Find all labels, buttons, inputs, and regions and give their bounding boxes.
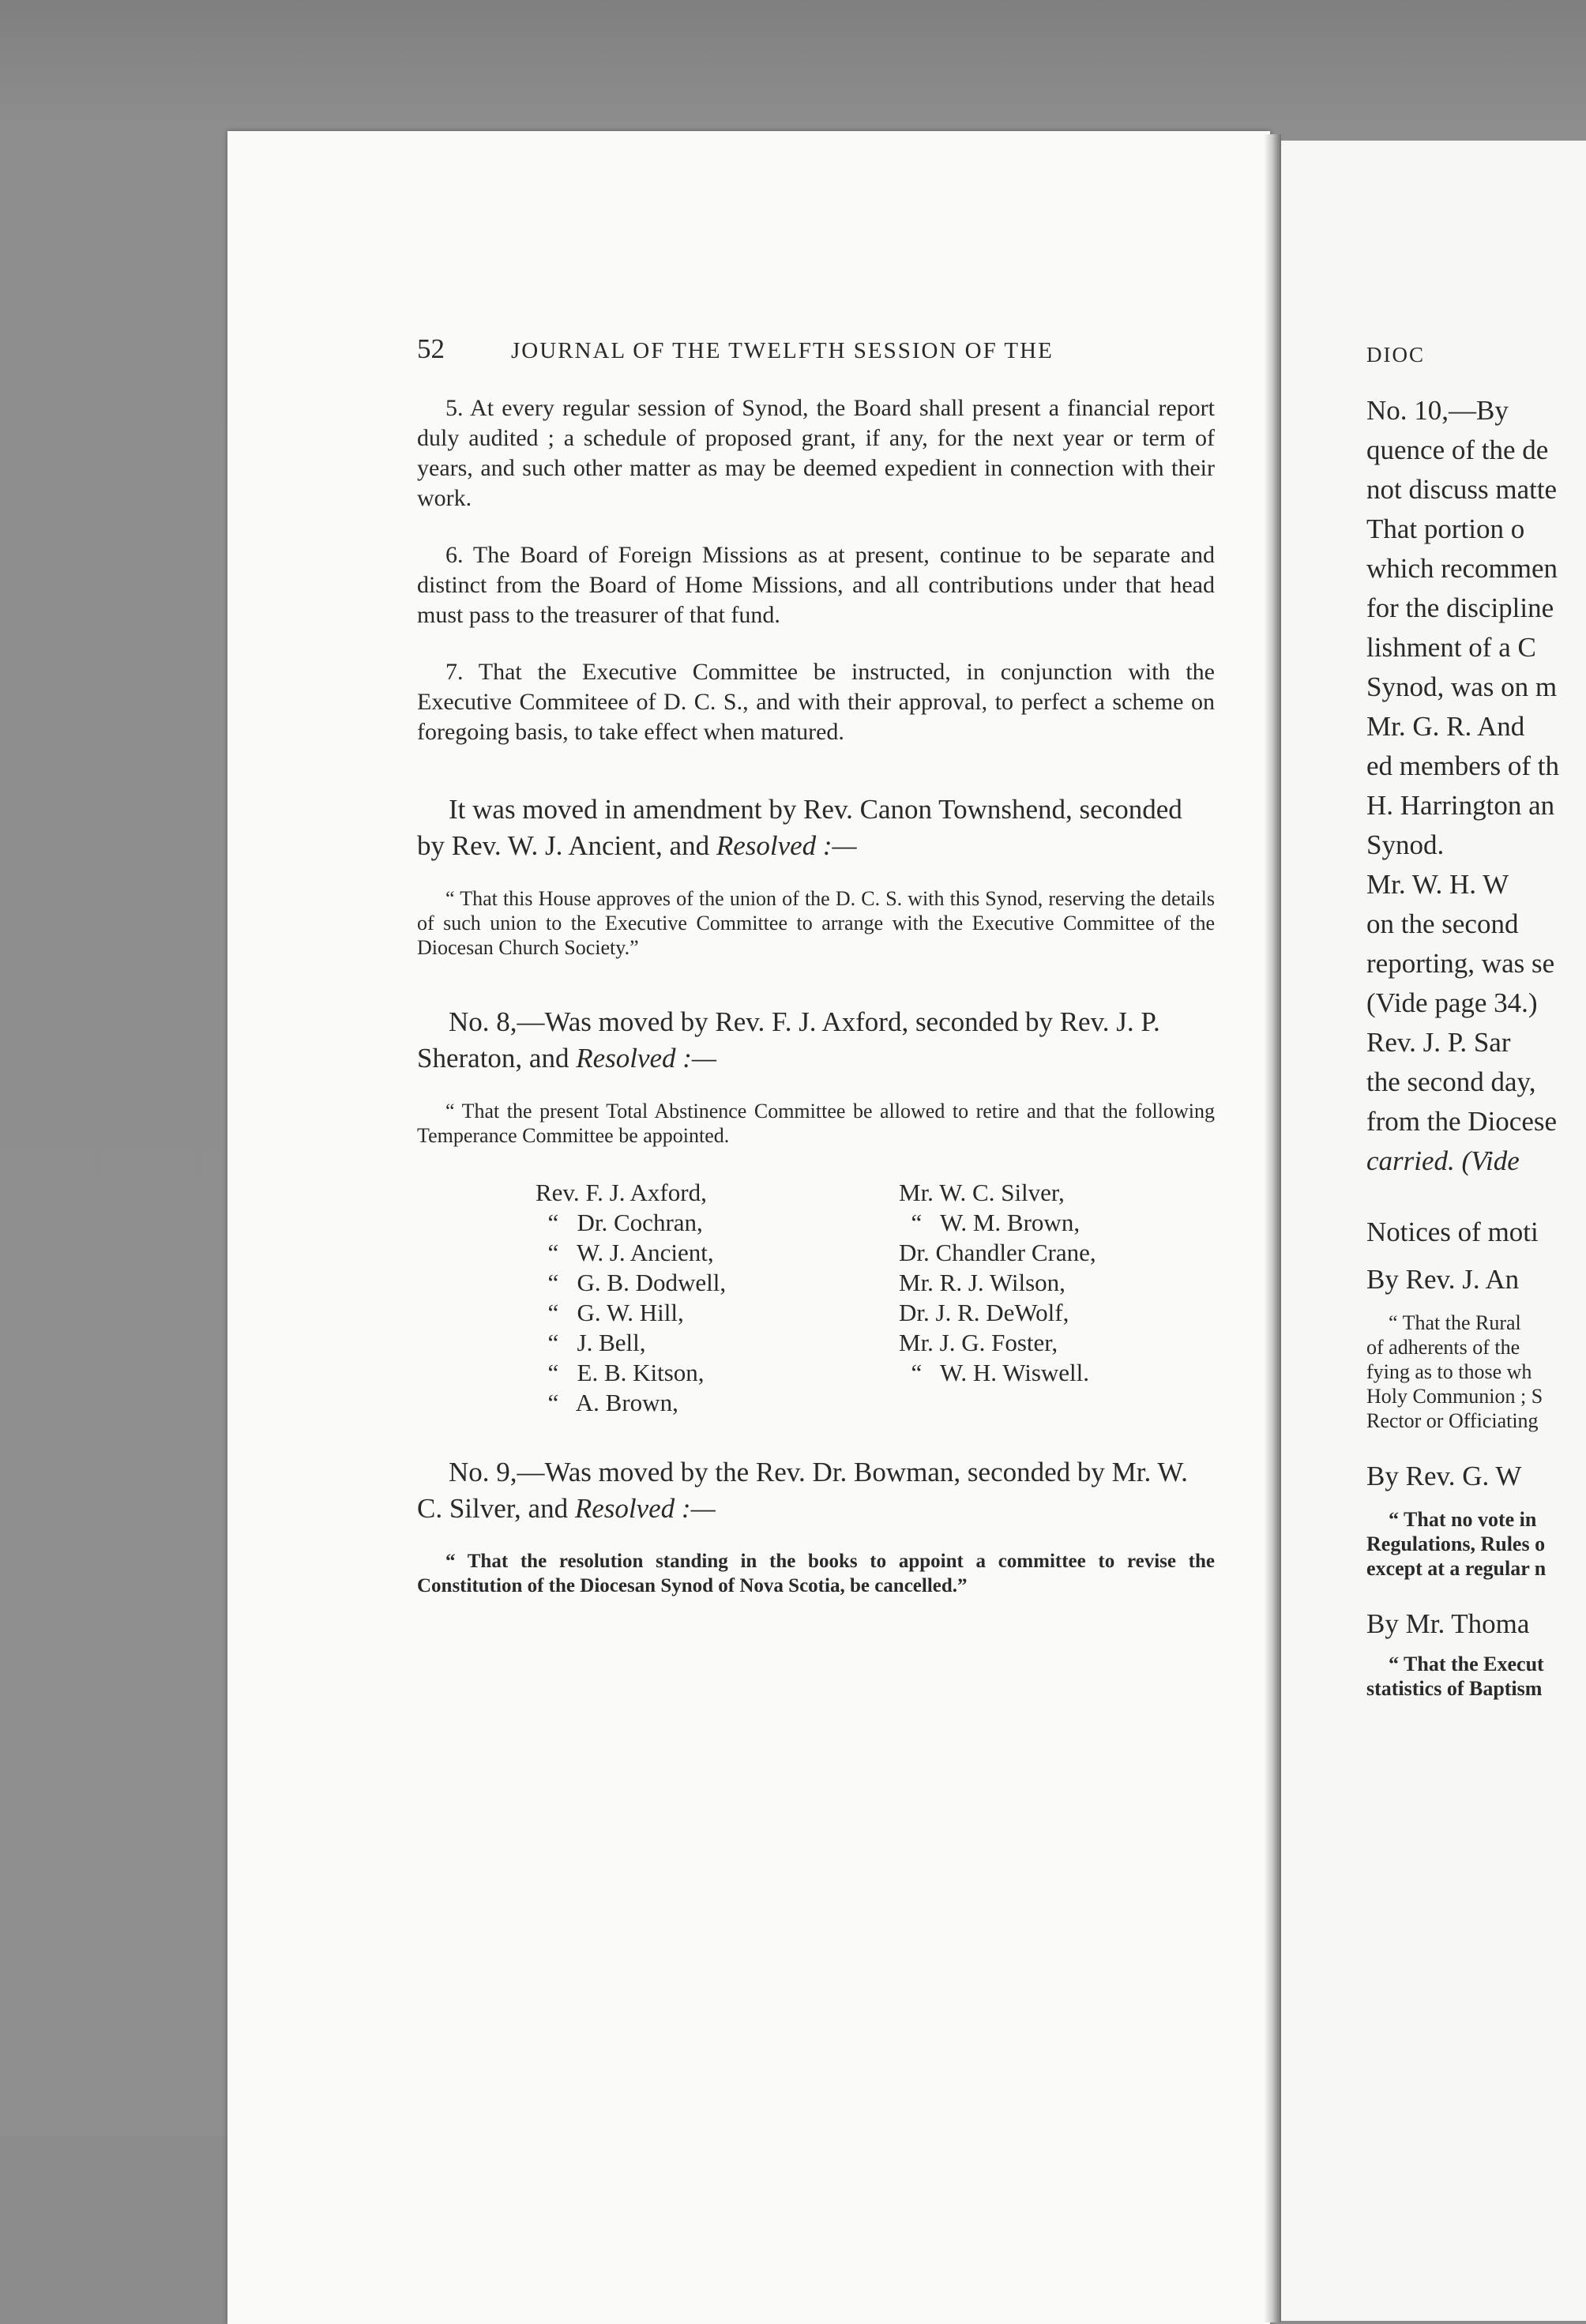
right-line: By Mr. Thoma bbox=[1366, 1608, 1530, 1639]
motion-9-intro: No. 9,—Was moved by the Rev. Dr. Bowman, seconded by Mr. W. C. Silver, and bbox=[417, 1457, 1188, 1524]
right-line: which recommen bbox=[1366, 553, 1558, 584]
committee-member: “ A. Brown, bbox=[536, 1389, 678, 1416]
right-line: By Rev. J. An bbox=[1366, 1264, 1520, 1295]
right-line: the second day, bbox=[1366, 1066, 1536, 1097]
right-line: Rev. J. P. Sar bbox=[1366, 1027, 1511, 1058]
right-page-content bbox=[1366, 343, 1586, 1701]
motion-9-paragraph bbox=[417, 1454, 1215, 1527]
right-line: Synod, was on m bbox=[1366, 671, 1558, 702]
page-gutter bbox=[1264, 134, 1281, 2322]
right-line: lishment of a C bbox=[1366, 632, 1536, 663]
motion-9-resolved: Resolved :— bbox=[574, 1493, 716, 1524]
committee-member: “ J. Bell, bbox=[536, 1329, 646, 1356]
committee-column-right bbox=[899, 1178, 1183, 1418]
page-number: 52 bbox=[417, 333, 445, 364]
right-line: H. Harrington an bbox=[1366, 790, 1555, 821]
right-line: “ That the Execut bbox=[1389, 1653, 1544, 1675]
committee-member: “ Dr. Cochran, bbox=[536, 1209, 703, 1236]
committee-member: Rev. F. J. Axford, bbox=[536, 1179, 707, 1206]
right-line: from the Diocese bbox=[1366, 1106, 1558, 1137]
amendment-resolved: Resolved :— bbox=[716, 830, 857, 861]
right-line: ed members of th bbox=[1366, 750, 1559, 781]
right-line: That portion o bbox=[1366, 513, 1525, 544]
right-line: Rector or Officiating bbox=[1366, 1409, 1539, 1432]
committee-column-left bbox=[536, 1178, 883, 1418]
right-line: By Rev. G. W bbox=[1366, 1461, 1522, 1491]
right-line: Mr. W. H. W bbox=[1366, 869, 1509, 900]
committee-member: “ W. H. Wiswell. bbox=[899, 1359, 1090, 1386]
committee-member: Dr. J. R. DeWolf, bbox=[899, 1299, 1069, 1326]
right-line: Mr. G. R. And bbox=[1366, 711, 1525, 742]
right-line: Holy Communion ; S bbox=[1366, 1385, 1543, 1408]
committee-member: Dr. Chandler Crane, bbox=[899, 1239, 1096, 1266]
right-line: (Vide page 34.) bbox=[1366, 987, 1538, 1018]
running-head-title: JOURNAL OF THE TWELFTH SESSION OF THE bbox=[511, 338, 1054, 363]
right-line: reporting, was se bbox=[1366, 948, 1555, 979]
committee-member: “ W. J. Ancient, bbox=[536, 1239, 714, 1266]
left-page-content bbox=[417, 333, 1215, 1598]
left-page bbox=[227, 131, 1270, 2324]
clause-6: 6. The Board of Foreign Missions as at present, continue to be separate and distinct from the Board of Home Missions, and all contributions under that head must pass to the treasurer of that fund. bbox=[417, 542, 1215, 628]
right-line: “ That no vote in bbox=[1389, 1508, 1537, 1531]
right-line: of adherents of the bbox=[1366, 1336, 1520, 1359]
committee-member: “ G. B. Dodwell, bbox=[536, 1269, 727, 1296]
committee-member: “ E. B. Kitson, bbox=[536, 1359, 705, 1386]
committee-member: Mr. R. J. Wilson, bbox=[899, 1269, 1065, 1296]
right-line: on the second bbox=[1366, 908, 1519, 939]
right-line: “ That the Rural bbox=[1389, 1311, 1521, 1334]
amendment-quote: “ That this House approves of the union of the D. C. S. with this Synod, reserving the details of such union to the Executive Committee to arrange with the Executive Committee of the Diocesan Church Society.” bbox=[417, 887, 1215, 959]
temperance-committee-list bbox=[536, 1178, 1215, 1418]
committee-member: “ W. M. Brown, bbox=[899, 1209, 1081, 1236]
motion-8-quote: “ That the present Total Abstinence Committee be allowed to retire and that the following Temperance Committee be appointed. bbox=[417, 1100, 1215, 1147]
motion-8-resolved: Resolved :— bbox=[576, 1043, 717, 1074]
motion-8-paragraph bbox=[417, 1004, 1215, 1077]
right-page bbox=[1281, 141, 1586, 2321]
amendment-paragraph bbox=[417, 792, 1215, 864]
right-line: Regulations, Rules o bbox=[1366, 1532, 1546, 1555]
right-line: Notices of moti bbox=[1366, 1217, 1539, 1247]
right-running-head: DIOC bbox=[1366, 343, 1425, 367]
committee-member: “ G. W. Hill, bbox=[536, 1299, 684, 1326]
running-header bbox=[417, 333, 1215, 365]
right-line: for the discipline bbox=[1366, 592, 1554, 623]
right-line: fying as to those wh bbox=[1366, 1360, 1532, 1383]
right-line: No. 10,—By bbox=[1366, 395, 1509, 426]
right-line: not discuss matte bbox=[1366, 474, 1558, 505]
motion-9-quote: “ That the resolution standing in the books to appoint a committee to revise the Constitution of the Diocesan Synod of Nova Scotia, be cancelled.” bbox=[417, 1551, 1215, 1596]
right-line: Synod. bbox=[1366, 829, 1445, 860]
amendment-intro: It was moved in amendment by Rev. Canon Townshend, seconded by Rev. W. J. Ancient, and bbox=[417, 794, 1182, 861]
committee-member: Mr. W. C. Silver, bbox=[899, 1179, 1065, 1206]
committee-member: Mr. J. G. Foster, bbox=[899, 1329, 1058, 1356]
right-line: quence of the de bbox=[1366, 434, 1549, 465]
right-line: statistics of Baptism bbox=[1366, 1677, 1543, 1700]
clause-7: 7. That the Executive Committee be instructed, in conjunction with the Executive Commiteee of D. C. S., and with their approval, to perfect a scheme on foregoing basis, to take effect when matured. bbox=[417, 659, 1215, 745]
right-page-lines bbox=[1366, 391, 1586, 1701]
motion-8-intro: No. 8,—Was moved by Rev. F. J. Axford, seconded by Rev. J. P. Sheraton, and bbox=[417, 1006, 1160, 1074]
right-line: except at a regular n bbox=[1366, 1557, 1547, 1580]
clause-5: 5. At every regular session of Synod, the Board shall present a financial report duly audited ; a schedule of proposed grant, if any, for the next year or term of years, and such other matter as may be deemed expedient in connection with their work. bbox=[417, 395, 1215, 511]
right-line: carried. (Vide bbox=[1366, 1145, 1520, 1176]
